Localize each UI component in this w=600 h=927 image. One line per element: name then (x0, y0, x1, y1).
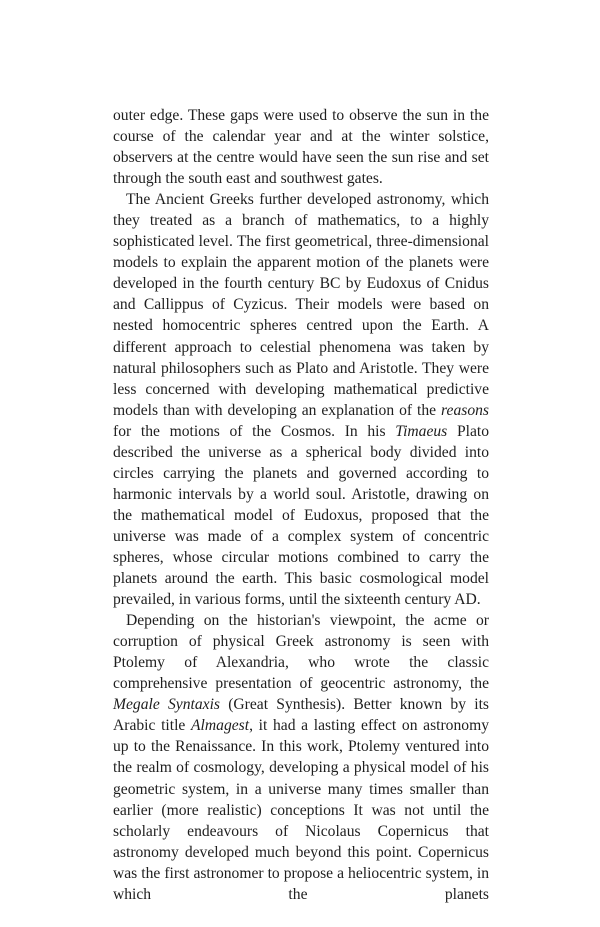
paragraph-3 (113, 610, 489, 905)
paragraph-3-text-c: , it had a lasting effect on astronomy up to the Renaissance. In this work, Ptolemy ventured into the realm of cosmology, developing a physical model of his geometric system, in a universe many times smaller than earlier (more realistic) conceptions It was not until the scholarly endeavours of Nicolaus Copernicus that astronomy developed much beyond this point. Copernicus was the first astronomer to propose a heliocentric system, in which the planets (113, 717, 489, 903)
paragraph-2-italic-reasons: reasons (441, 401, 489, 419)
paragraph-3-text-b: (Great Synthesis). Better known by its Arabic title (113, 696, 489, 735)
paragraph-3-text-a: Depending on the historian's viewpoint, the acme or corruption of physical Greek astronomy is seen with Ptolemy of Alexandria, who wrote the classic comprehensive presentation of geocentric astronomy, the (113, 612, 489, 693)
paragraph-2-italic-timaeus: Timaeus (395, 422, 448, 440)
paragraph-3-italic-almagest: Almagest (191, 717, 250, 735)
paragraph-1 (113, 105, 489, 189)
paragraph-2-text-c: Plato described the universe as a spherical body divided into circles carrying the planets and governed according to harmonic intervals by a world soul. Aristotle, drawing on the mathematical model of Eudoxus, proposed that the universe was made of a complex system of concentric spheres, whose circular motions combined to carry the planets around the earth. This basic cosmological model prevailed, in various forms, until the sixteenth century AD. (113, 422, 489, 609)
paragraph-2-text-a: The Ancient Greeks further developed astronomy, which they treated as a branch of mathematics, to a highly sophisticated level. The first geometrical, three-dimensional models to explain the apparent motion of the planets were developed in the fourth century BC by Eudoxus of Cnidus and Callippus of Cyzicus. Their models were based on nested homocentric spheres centred upon the Earth. A different approach to celestial phenomena was taken by natural philosophers such as Plato and Aristotle. They were less concerned with developing mathematical predictive models than with developing an explanation of the (113, 191, 489, 419)
paragraph-1-text: outer edge. These gaps were used to observe the sun in the course of the calendar year and at the winter solstice, observers at the centre would have seen the sun rise and set through the south east and southwest gates. (113, 107, 489, 188)
page-body (113, 105, 489, 905)
paragraph-2-text-b: for the motions of the Cosmos. In his (113, 422, 396, 440)
paragraph-2 (113, 189, 489, 610)
paragraph-3-italic-megale-syntaxis: Megale Syntaxis (113, 696, 220, 714)
